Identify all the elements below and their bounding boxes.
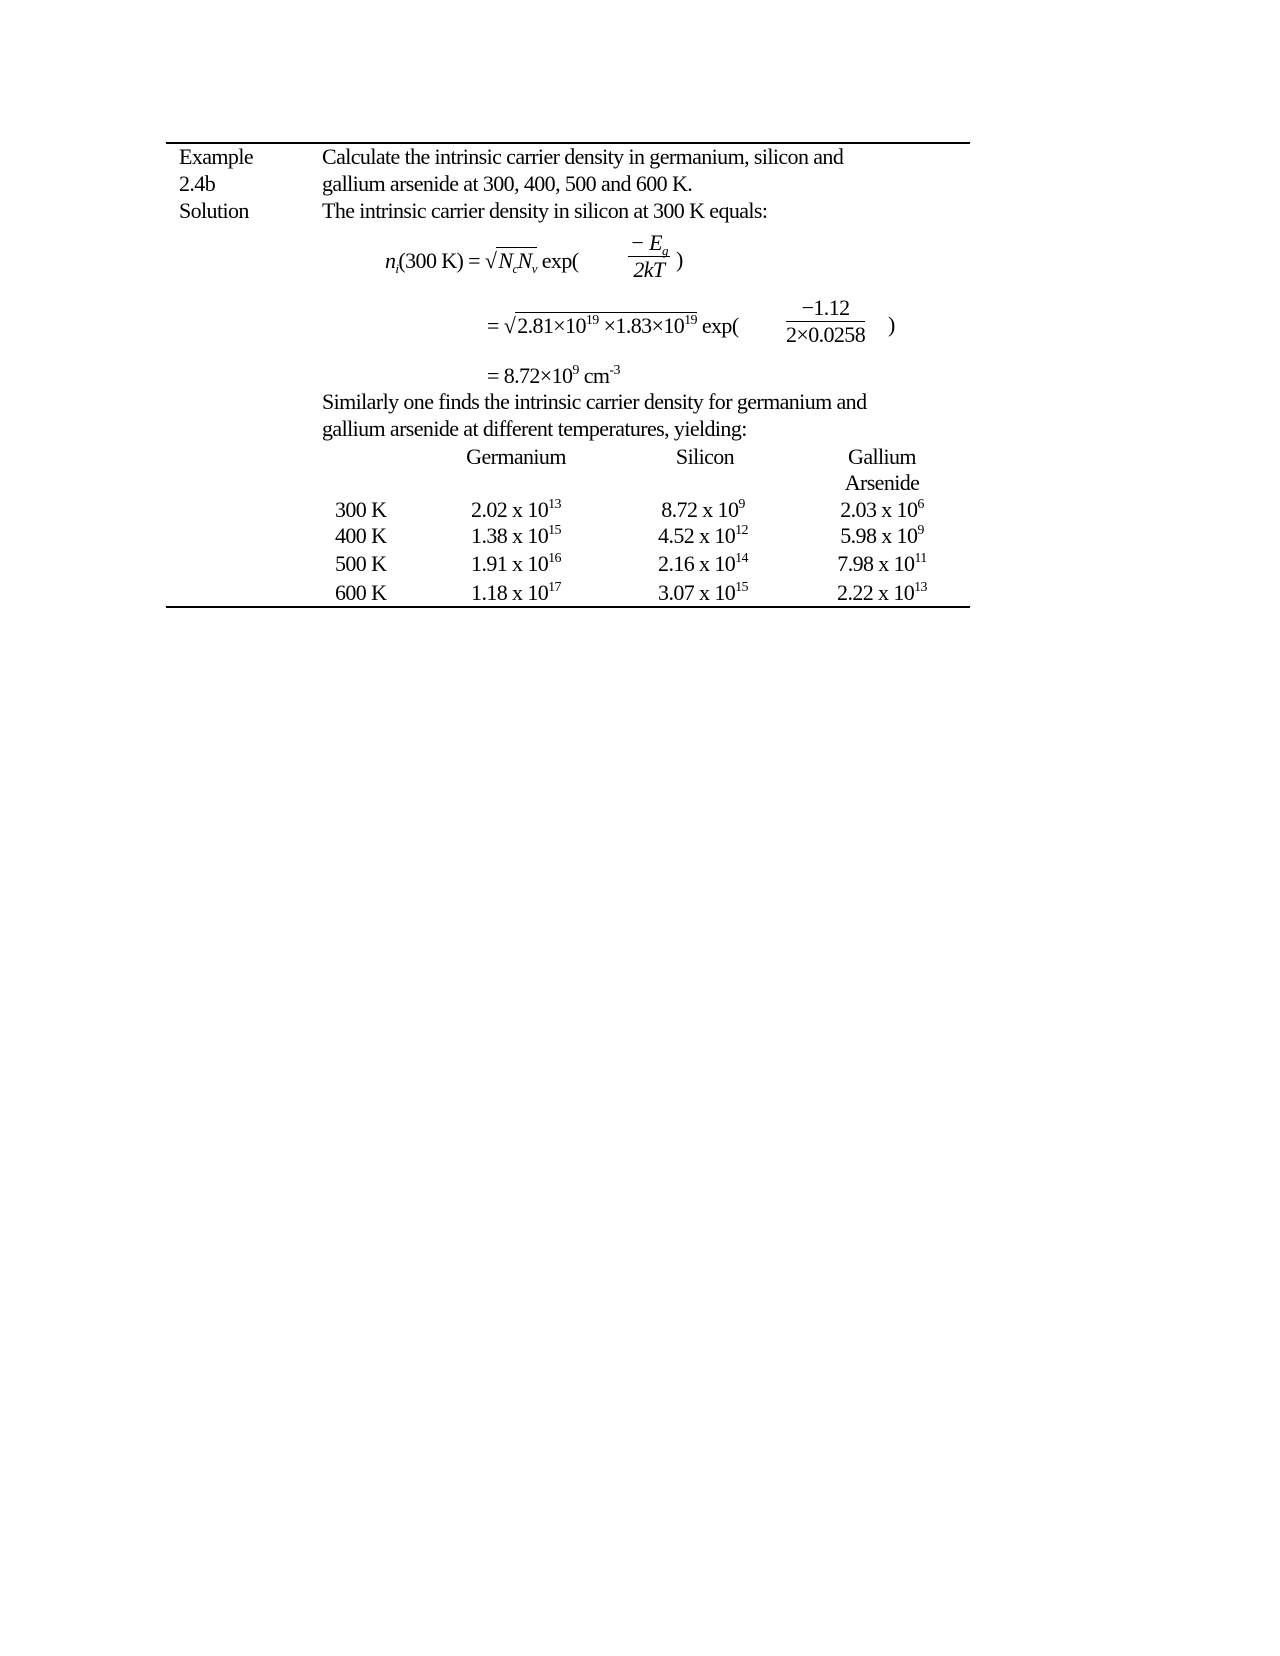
example-number: 2.4b: [179, 171, 216, 196]
variable-n: n: [385, 248, 396, 273]
close-paren: ): [676, 247, 683, 272]
exp-function: exp(: [541, 248, 579, 273]
exp-function: exp(: [701, 313, 739, 338]
header-germanium: Germanium: [466, 444, 566, 469]
fraction-numeric: [786, 295, 865, 348]
numerator: − $E_g$: [630, 230, 668, 258]
close-paren: ): [888, 312, 895, 337]
solution-label: Solution: [179, 198, 249, 223]
silicon-cell: 8.72 x $10^9$: [661, 497, 745, 522]
similar-line: Similarly one finds the intrinsic carrier density for germanium and: [322, 389, 867, 414]
square-root: [496, 247, 537, 274]
header-gallium: Gallium: [848, 444, 916, 469]
temperature-cell: 600 K: [335, 580, 387, 605]
silicon-cell: 2.16 x $10^{14}$: [658, 551, 748, 576]
lhs-argument: (300 K) =: [398, 248, 480, 273]
header-silicon: Silicon: [675, 444, 735, 469]
fraction-eg-2kt: [628, 230, 670, 283]
equation-2: = $√2.81\times 10^{19} \times 1.83\times 10^{19}$ exp(: [487, 313, 739, 338]
bottom-rule: [166, 606, 970, 608]
silicon-cell: 4.52 x $10^{12}$: [658, 523, 748, 548]
subscript-c: c: [512, 261, 518, 276]
square-root: $2.81\times 10^{19} \times 1.83\times 10^{19}$: [517, 313, 697, 338]
question-line: gallium arsenide at 300, 400, 500 and 600 K.: [322, 171, 693, 196]
header-arsenide: Arsenide: [844, 470, 920, 495]
variable-nv: N: [517, 248, 532, 273]
equals-sign: =: [487, 313, 499, 338]
denominator: 2×0.0258: [786, 322, 866, 347]
germanium-cell: 1.18 x $10^{17}$: [471, 580, 561, 605]
denominator: 2kT: [633, 257, 665, 282]
silicon-cell: 3.07 x $10^{15}$: [658, 580, 748, 605]
numerator: −1.12: [786, 295, 865, 322]
gallium-arsenide-cell: 7.98 x $10^{11}$: [837, 551, 927, 576]
gallium-arsenide-cell: 2.03 x $10^6$: [840, 497, 924, 522]
intro-text: The intrinsic carrier density in silicon at 300 K equals:: [322, 198, 768, 223]
question-line: Calculate the intrinsic carrier density in germanium, silicon and: [322, 144, 844, 169]
temperature-cell: 400 K: [335, 523, 387, 548]
subscript-i: i: [395, 261, 399, 276]
germanium-cell: 2.02 x $10^{13}$: [471, 497, 561, 522]
example-label: Example: [179, 144, 253, 169]
temperature-cell: 500 K: [335, 551, 387, 576]
variable-nc: N: [498, 248, 513, 273]
equation-1: $n_i(300$ $K) = √N_cN_v$ exp(: [385, 248, 579, 276]
equation-3: = $8.72\times 10^9$ $cm^{-3}$: [487, 363, 620, 388]
subscript-v: v: [531, 261, 537, 276]
similar-line: gallium arsenide at different temperatures, yielding:: [322, 416, 747, 441]
germanium-cell: 1.38 x $10^{15}$: [471, 523, 561, 548]
temperature-cell: 300 K: [335, 497, 387, 522]
gallium-arsenide-cell: 2.22 x $10^{13}$: [837, 580, 927, 605]
gallium-arsenide-cell: 5.98 x $10^9$: [840, 523, 924, 548]
germanium-cell: 1.91 x $10^{16}$: [471, 551, 561, 576]
